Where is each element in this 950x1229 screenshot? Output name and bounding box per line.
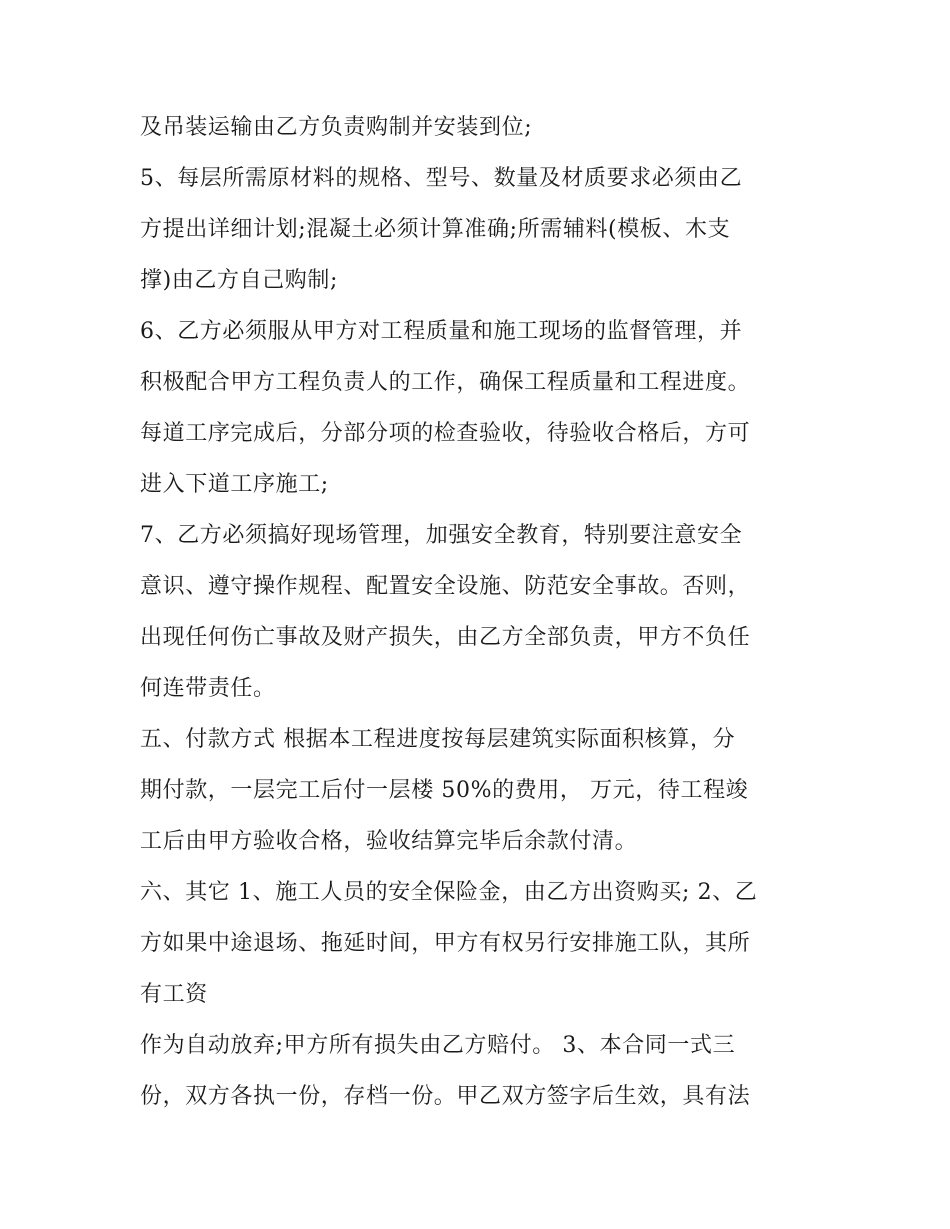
text-line: 6、乙方必须服从甲方对工程质量和施工现场的监督管理，并 (140, 319, 743, 344)
text-line: 5、每层所需原材料的规格、型号、数量及材质要求必须由乙 (140, 166, 743, 191)
text-line: 进入下道工序施工; (140, 472, 329, 497)
text-line: 每道工序完成后，分部分项的检查验收，待验收合格后，方可 (140, 421, 751, 446)
text-line: 作为自动放弃;甲方所有损失由乙方赔付。 3、本合同一式三 (140, 1033, 736, 1058)
text-line: 六、其它 1、施工人员的安全保险金，由乙方出资购买; 2、乙 (140, 880, 758, 905)
text-line: 份，双方各执一份，存档一份。甲乙双方签字后生效，具有法 (140, 1084, 751, 1109)
text-line: 期付款，一层完工后付一层楼 50%的费用， 万元，待工程竣 (140, 778, 749, 803)
text-line: 工后由甲方验收合格，验收结算完毕后余款付清。 (140, 829, 638, 854)
text-line: 何连带责任。 (140, 676, 276, 701)
text-line: 出现任何伤亡事故及财产损失，由乙方全部负责，甲方不负任 (140, 625, 751, 650)
text-line: 有工资 (140, 982, 208, 1007)
text-line: 及吊装运输由乙方负责购制并安装到位; (140, 115, 533, 140)
text-line: 7、乙方必须搞好现场管理，加强安全教育，特别要注意安全 (140, 523, 743, 548)
text-line: 积极配合甲方工程负责人的工作，确保工程质量和工程进度。 (140, 370, 751, 395)
text-line: 意识、遵守操作规程、配置安全设施、防范安全事故。否则， (140, 574, 751, 599)
text-line: 五、付款方式 根据本工程进度按每层建筑实际面积核算，分 (140, 727, 736, 752)
text-line: 撑)由乙方自己购制; (140, 268, 338, 293)
text-line: 方如果中途退场、拖延时间，甲方有权另行安排施工队，其所 (140, 931, 751, 956)
text-line: 方提出详细计划;混凝土必须计算准确;所需辅料(模板、木支 (140, 217, 731, 242)
